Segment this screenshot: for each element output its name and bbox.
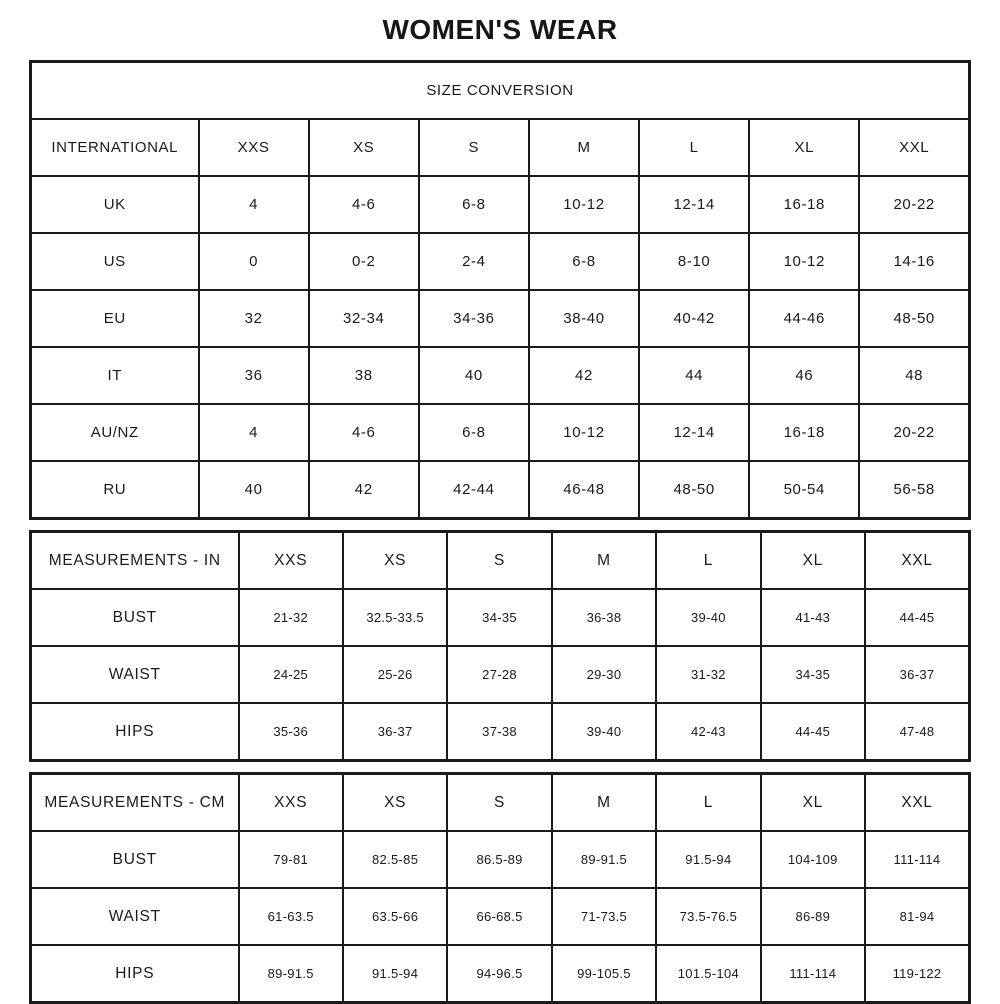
value-cell: 61-63.5 [239, 888, 343, 945]
size-header-cell: XXL [859, 119, 969, 176]
value-cell: 48-50 [639, 461, 749, 519]
value-cell: 36-38 [552, 589, 656, 646]
value-cell: 119-122 [865, 945, 969, 1003]
table-row [31, 831, 970, 888]
value-cell: 47-48 [865, 703, 969, 761]
table-row [31, 589, 970, 646]
size-header-cell: M [552, 532, 656, 590]
table-row [31, 945, 970, 1003]
size-header-cell: XS [309, 119, 419, 176]
value-cell: 2-4 [419, 233, 529, 290]
value-cell: 38 [309, 347, 419, 404]
measurements-cm-body [31, 831, 970, 1003]
value-cell: 16-18 [749, 404, 859, 461]
value-cell: 66-68.5 [447, 888, 551, 945]
value-cell: 6-8 [419, 176, 529, 233]
value-cell: 86.5-89 [447, 831, 551, 888]
value-cell: 4 [199, 176, 309, 233]
value-cell: 34-35 [447, 589, 551, 646]
value-cell: 41-43 [761, 589, 865, 646]
table-row [31, 347, 970, 404]
row-label: BUST [31, 831, 239, 888]
value-cell: 10-12 [749, 233, 859, 290]
value-cell: 63.5-66 [343, 888, 447, 945]
row-label: IT [31, 347, 199, 404]
value-cell: 12-14 [639, 176, 749, 233]
value-cell: 111-114 [865, 831, 969, 888]
value-cell: 4 [199, 404, 309, 461]
value-cell: 34-35 [761, 646, 865, 703]
value-cell: 32 [199, 290, 309, 347]
size-header-cell: XS [343, 774, 447, 832]
value-cell: 20-22 [859, 404, 969, 461]
value-cell: 0-2 [309, 233, 419, 290]
value-cell: 10-12 [529, 176, 639, 233]
size-conversion-body [31, 176, 970, 519]
value-cell: 50-54 [749, 461, 859, 519]
size-header-cell: XS [343, 532, 447, 590]
value-cell: 46-48 [529, 461, 639, 519]
value-cell: 82.5-85 [343, 831, 447, 888]
value-cell: 36 [199, 347, 309, 404]
value-cell: 42 [309, 461, 419, 519]
value-cell: 8-10 [639, 233, 749, 290]
size-header-cell: XXS [239, 774, 343, 832]
value-cell: 12-14 [639, 404, 749, 461]
size-chart-sheet [29, 0, 971, 1004]
value-cell: 40 [419, 347, 529, 404]
value-cell: 0 [199, 233, 309, 290]
header-label-cell: INTERNATIONAL [31, 119, 199, 176]
value-cell: 36-37 [343, 703, 447, 761]
size-header-cell: XXS [199, 119, 309, 176]
value-cell: 35-36 [239, 703, 343, 761]
table-row [31, 703, 970, 761]
value-cell: 31-32 [656, 646, 760, 703]
value-cell: 4-6 [309, 176, 419, 233]
table-row [31, 404, 970, 461]
table-row [31, 461, 970, 519]
value-cell: 25-26 [343, 646, 447, 703]
value-cell: 20-22 [859, 176, 969, 233]
value-cell: 4-6 [309, 404, 419, 461]
size-conversion-table [29, 60, 971, 520]
size-header-cell: XL [761, 774, 865, 832]
size-conversion-title: SIZE CONVERSION [31, 62, 970, 120]
value-cell: 44-45 [761, 703, 865, 761]
value-cell: 40-42 [639, 290, 749, 347]
value-cell: 36-37 [865, 646, 969, 703]
size-header-cell: XXL [865, 774, 969, 832]
row-label: BUST [31, 589, 239, 646]
value-cell: 16-18 [749, 176, 859, 233]
table-row [31, 888, 970, 945]
size-header-cell: L [656, 774, 760, 832]
value-cell: 39-40 [656, 589, 760, 646]
value-cell: 104-109 [761, 831, 865, 888]
value-cell: 42 [529, 347, 639, 404]
value-cell: 48-50 [859, 290, 969, 347]
size-header-cell: M [529, 119, 639, 176]
value-cell: 99-105.5 [552, 945, 656, 1003]
value-cell: 32-34 [309, 290, 419, 347]
measurements-in-header-body [31, 532, 970, 590]
value-cell: 14-16 [859, 233, 969, 290]
value-cell: 27-28 [447, 646, 551, 703]
measurements-in-body [31, 589, 970, 761]
value-cell: 44-45 [865, 589, 969, 646]
size-header-cell: XXS [239, 532, 343, 590]
measurements-cm-header-row [31, 774, 970, 832]
size-header-cell: M [552, 774, 656, 832]
international-header-row [31, 119, 970, 176]
value-cell: 42-43 [656, 703, 760, 761]
value-cell: 79-81 [239, 831, 343, 888]
row-label: EU [31, 290, 199, 347]
row-label: RU [31, 461, 199, 519]
value-cell: 42-44 [419, 461, 529, 519]
value-cell: 89-91.5 [239, 945, 343, 1003]
value-cell: 6-8 [419, 404, 529, 461]
size-header-cell: S [419, 119, 529, 176]
value-cell: 32.5-33.5 [343, 589, 447, 646]
row-label: WAIST [31, 646, 239, 703]
size-header-cell: L [639, 119, 749, 176]
header-label-cell: MEASUREMENTS - CM [31, 774, 239, 832]
value-cell: 86-89 [761, 888, 865, 945]
value-cell: 40 [199, 461, 309, 519]
value-cell: 56-58 [859, 461, 969, 519]
value-cell: 44-46 [749, 290, 859, 347]
row-label: WAIST [31, 888, 239, 945]
table-caption-row [31, 62, 970, 120]
size-header-cell: L [656, 532, 760, 590]
value-cell: 73.5-76.5 [656, 888, 760, 945]
value-cell: 111-114 [761, 945, 865, 1003]
value-cell: 24-25 [239, 646, 343, 703]
value-cell: 39-40 [552, 703, 656, 761]
measurements-in-header-row [31, 532, 970, 590]
table-row [31, 176, 970, 233]
measurements-in-table [29, 530, 971, 762]
value-cell: 37-38 [447, 703, 551, 761]
value-cell: 6-8 [529, 233, 639, 290]
size-header-cell: S [447, 774, 551, 832]
size-conversion-caption-body [31, 62, 970, 177]
value-cell: 91.5-94 [656, 831, 760, 888]
row-label: US [31, 233, 199, 290]
header-label-cell: MEASUREMENTS - IN [31, 532, 239, 590]
value-cell: 34-36 [419, 290, 529, 347]
value-cell: 89-91.5 [552, 831, 656, 888]
row-label: HIPS [31, 703, 239, 761]
value-cell: 38-40 [529, 290, 639, 347]
table-row [31, 233, 970, 290]
size-header-cell: XL [761, 532, 865, 590]
size-header-cell: XXL [865, 532, 969, 590]
row-label: AU/NZ [31, 404, 199, 461]
value-cell: 21-32 [239, 589, 343, 646]
row-label: UK [31, 176, 199, 233]
value-cell: 10-12 [529, 404, 639, 461]
value-cell: 81-94 [865, 888, 969, 945]
value-cell: 44 [639, 347, 749, 404]
value-cell: 48 [859, 347, 969, 404]
table-row [31, 290, 970, 347]
row-label: HIPS [31, 945, 239, 1003]
value-cell: 29-30 [552, 646, 656, 703]
size-header-cell: S [447, 532, 551, 590]
page-title: WOMEN'S WEAR [382, 14, 618, 45]
measurements-cm-table [29, 772, 971, 1004]
measurements-cm-header-body [31, 774, 970, 832]
value-cell: 94-96.5 [447, 945, 551, 1003]
value-cell: 91.5-94 [343, 945, 447, 1003]
value-cell: 101.5-104 [656, 945, 760, 1003]
value-cell: 71-73.5 [552, 888, 656, 945]
value-cell: 46 [749, 347, 859, 404]
size-header-cell: XL [749, 119, 859, 176]
table-row [31, 646, 970, 703]
